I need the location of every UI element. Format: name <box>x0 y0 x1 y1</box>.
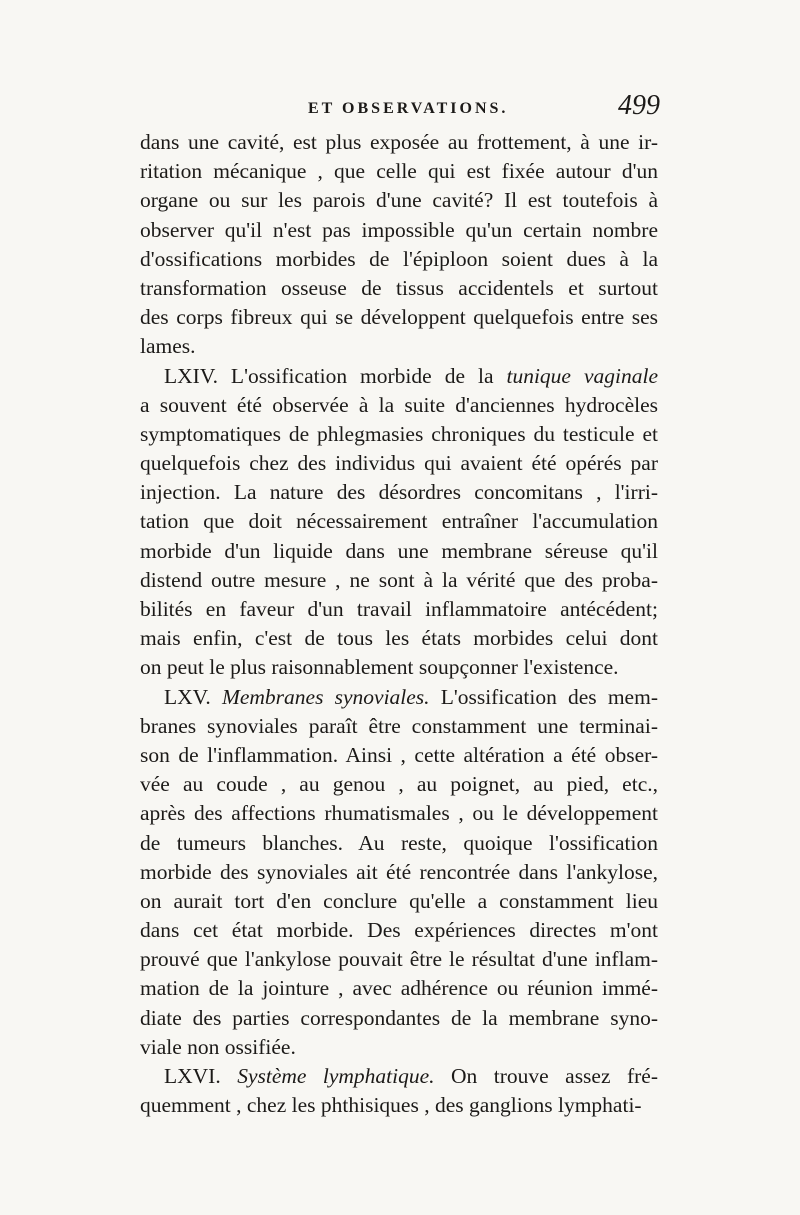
text-run: LXVI. <box>164 1064 238 1088</box>
text-run: distend outre mesure , ne sont à la vérité que des proba- <box>140 567 658 592</box>
page-number: 499 <box>618 90 660 121</box>
text-run: diate des parties correspondantes de la membrane syno- <box>140 1005 658 1030</box>
italic-text: tunique vaginale <box>506 363 658 388</box>
text-line <box>140 216 658 245</box>
text-line <box>140 770 658 799</box>
text-run: morbide des synoviales ait été rencontrée dans l'ankylose, <box>140 859 658 884</box>
running-title: ET OBSERVATIONS. <box>308 100 509 117</box>
text-line <box>140 712 658 741</box>
text-line <box>140 332 658 361</box>
text-run: mation de la jointure , avec adhérence ou réunion immé- <box>140 976 658 1001</box>
text-run: de tumeurs blanches. Au reste, quoique l'ossification <box>140 830 658 855</box>
text-line <box>140 507 658 536</box>
text-run: L'ossification des mem- <box>429 684 658 709</box>
text-line <box>140 799 658 828</box>
text-line <box>140 858 658 887</box>
text-line <box>140 478 658 507</box>
text-line <box>140 741 658 770</box>
text-line <box>140 362 658 391</box>
text-run: a souvent été observée à la suite d'anciennes hydrocèles <box>140 392 658 417</box>
text-line <box>140 683 658 712</box>
text-line <box>140 916 658 945</box>
text-line <box>140 537 658 566</box>
text-line <box>140 128 658 157</box>
text-line <box>140 566 658 595</box>
text-run: quelquefois chez des individus qui avaient été opérés par <box>140 451 658 476</box>
text-line <box>140 1062 658 1091</box>
text-line <box>140 887 658 916</box>
text-run: viale non ossifiée. <box>140 1034 296 1059</box>
text-line <box>140 1091 658 1120</box>
text-run: son de l'inflammation. Ainsi , cette altération a été obser- <box>140 742 658 767</box>
text-line <box>140 391 658 420</box>
text-run: bilités en faveur d'un travail inflammatoire antécédent; <box>140 597 658 621</box>
text-line <box>140 245 658 274</box>
text-line <box>140 420 658 449</box>
body-text <box>140 128 658 1120</box>
text-line <box>140 945 658 974</box>
italic-text: Membranes synoviales. <box>221 684 430 709</box>
text-line <box>140 1033 658 1062</box>
text-run: branes synoviales paraît être constamment une terminai- <box>140 713 658 738</box>
text-line <box>140 974 658 1003</box>
text-run: organe ou sur les parois d'une cavité? Il est toutefois à <box>140 188 658 213</box>
text-run: vée au coude , au genou , au poignet, au pied, etc., <box>140 772 658 797</box>
text-line <box>140 829 658 858</box>
text-run: quemment , chez les phthisiques , des ganglions lymphati- <box>140 1093 642 1118</box>
text-run: lames. <box>140 334 196 359</box>
text-run: ritation mécanique , que celle qui est fixée autour d'un <box>140 159 658 184</box>
text-run: symptomatiques de phlegmasies chroniques du testicule et <box>140 421 658 446</box>
italic-text: Système lymphatique. <box>237 1064 435 1088</box>
text-run: dans cet état morbide. Des expériences directes m'ont <box>140 918 658 943</box>
text-run: LXV. <box>164 684 222 709</box>
text-line <box>140 595 658 624</box>
text-line <box>140 624 658 653</box>
text-run: des corps fibreux qui se développent quelquefois entre ses <box>140 305 658 330</box>
text-run: tation que doit nécessairement entraîner l'accumulation <box>140 509 658 534</box>
text-line <box>140 1004 658 1033</box>
text-run: d'ossifications morbides de l'épiploon soient dues à la <box>140 246 658 271</box>
text-line <box>140 653 658 682</box>
text-line <box>140 303 658 332</box>
text-run: observer qu'il n'est pas impossible qu'un certain nombre <box>140 217 658 242</box>
text-run: injection. La nature des désordres concomitans , l'irri- <box>140 480 658 505</box>
text-run: On trouve assez fré- <box>434 1064 658 1088</box>
text-run: après des affections rhumatismales , ou le développement <box>140 801 658 826</box>
text-line <box>140 157 658 186</box>
text-run: morbide d'un liquide dans une membrane séreuse qu'il <box>140 538 658 563</box>
text-run: on peut le plus raisonnablement soupçonner l'existence. <box>140 655 619 680</box>
text-run: LXIV. L'ossification morbide de la <box>164 363 507 388</box>
text-run: transformation osseuse de tissus accidentels et surtout <box>140 275 658 300</box>
text-line <box>140 186 658 215</box>
text-run: mais enfin, c'est de tous les états morbides celui dont <box>140 626 658 651</box>
text-run: on aurait tort d'en conclure qu'elle a constamment lieu <box>140 888 658 913</box>
text-run: prouvé que l'ankylose pouvait être le résultat d'une inflam- <box>140 947 658 972</box>
text-line <box>140 274 658 303</box>
text-run: dans une cavité, est plus exposée au frottement, à une ir- <box>140 130 658 154</box>
text-line <box>140 449 658 478</box>
